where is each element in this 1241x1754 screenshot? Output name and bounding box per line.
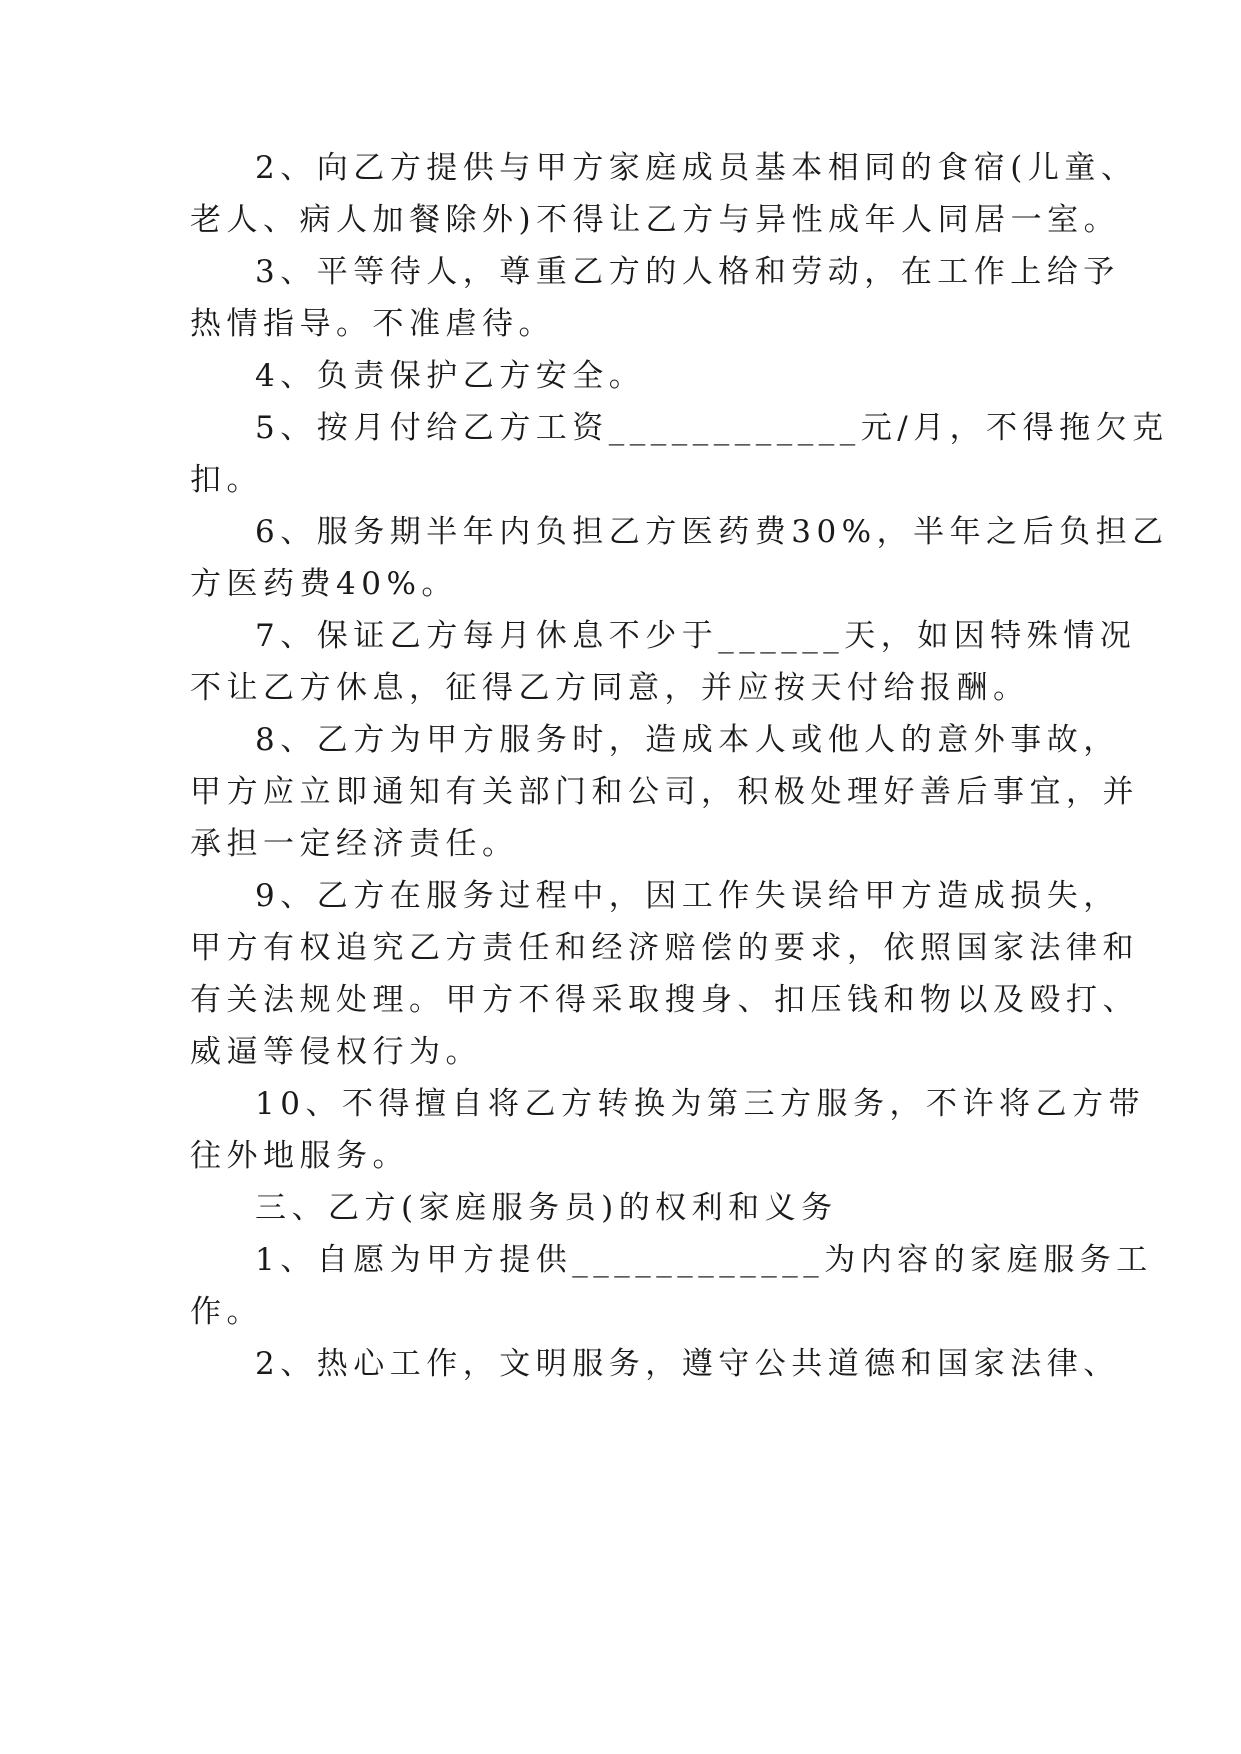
text-line: 威逼等侵权行为。 [190,1034,482,1070]
text-line: 有关法规处理。甲方不得采取搜身、扣压钱和物以及殴打、 [190,982,1139,1018]
text-line: 作。 [190,1294,263,1330]
text-line: 5、按月付给乙方工资____________元/月，不得拖欠克 [255,410,1169,446]
text-line: 3、平等待人，尊重乙方的人格和劳动，在工作上给予 [255,254,1120,290]
text-line: 9、乙方在服务过程中，因工作失误给甲方造成损失， [255,878,1120,914]
text-line: 往外地服务。 [190,1138,409,1174]
text-line: 甲方应立即通知有关部门和公司，积极处理好善后事宜，并 [190,774,1139,810]
text-line: 8、乙方为甲方服务时，造成本人或他人的意外事故， [255,722,1120,758]
text-line: 2、热心工作，文明服务，遵守公共道德和国家法律、 [255,1346,1120,1382]
text-line: 甲方有权追究乙方责任和经济赔偿的要求，依照国家法律和 [190,930,1139,966]
text-line: 4、负责保护乙方安全。 [255,358,646,394]
text-line: 2、向乙方提供与甲方家庭成员基本相同的食宿(儿童、 [255,150,1138,186]
text-line: 扣。 [190,462,263,498]
text-line: 承担一定经济责任。 [190,826,519,862]
text-line: 不让乙方休息，征得乙方同意，并应按天付给报酬。 [190,670,1030,706]
text-line: 7、保证乙方每月休息不少于______天，如因特殊情况 [255,618,1137,654]
text-line: 方医药费40%。 [190,566,458,602]
text-line: 热情指导。不准虐待。 [190,306,555,342]
text-line: 6、服务期半年内负担乙方医药费30%，半年之后负担乙 [255,514,1169,550]
text-line: 10、不得擅自将乙方转换为第三方服务，不许将乙方带 [255,1086,1145,1122]
section-heading: 三、乙方(家庭服务员)的权利和义务 [255,1190,838,1226]
text-line: 老人、病人加餐除外)不得让乙方与异性成年人同居一室。 [190,202,1121,238]
text-line: 1、自愿为甲方提供____________为内容的家庭服务工 [255,1242,1153,1278]
